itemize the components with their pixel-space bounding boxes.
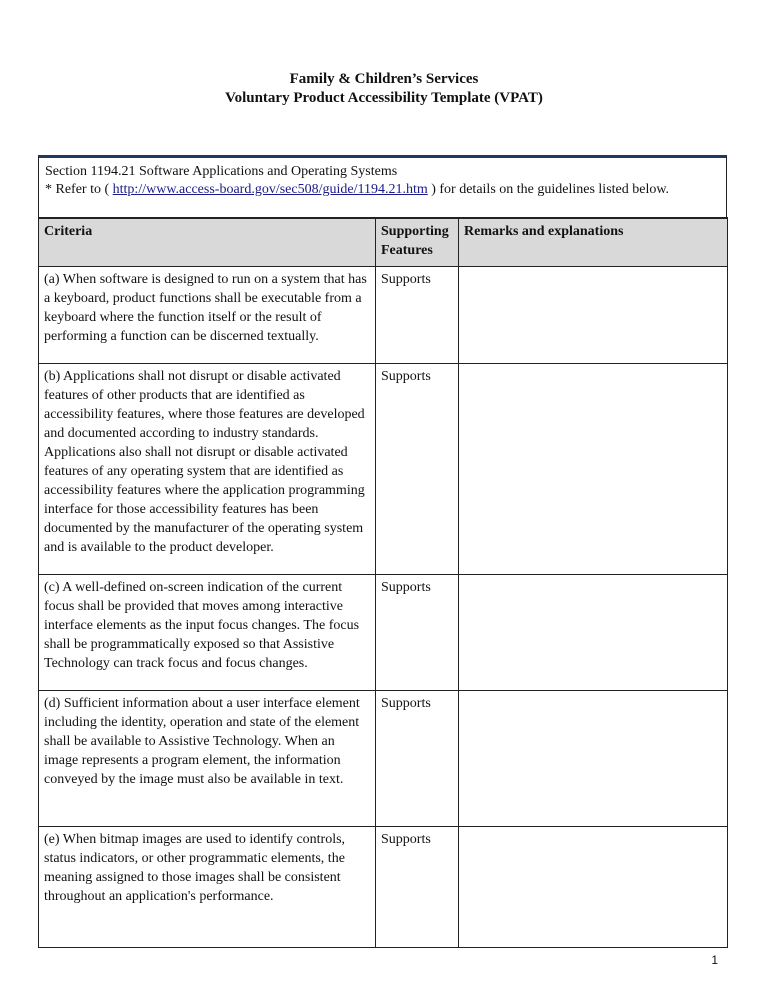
vpat-table — [38, 217, 728, 948]
document-title-line2: Voluntary Product Accessibility Template (VPAT) — [225, 90, 543, 106]
column-header-criteria: Criteria — [39, 218, 376, 267]
support-cell: Supports — [376, 691, 459, 827]
section-title: Section 1194.21 Software Applications and Operating Systems — [45, 164, 398, 179]
criteria-cell: (d) Sufficient information about a user interface element including the identity, operation and state of the element shall be available to Assistive Technology. When an image represents a program element, the information conveyed by the image must also be available in text. — [39, 691, 376, 827]
remarks-cell — [459, 364, 728, 575]
criteria-cell: (e) When bitmap images are used to identify controls, status indicators, or other programmatic elements, the meaning assigned to those images shall be consistent throughout an application's performance. — [39, 827, 376, 948]
support-cell: Supports — [376, 267, 459, 364]
section-reference — [45, 181, 720, 199]
support-cell: Supports — [376, 575, 459, 691]
page-number: 1 — [711, 953, 718, 967]
support-cell: Supports — [376, 364, 459, 575]
reference-prefix: * Refer to ( — [45, 182, 110, 197]
table-row — [39, 364, 728, 575]
table-row — [39, 691, 728, 827]
remarks-cell — [459, 827, 728, 948]
criteria-cell: (a) When software is designed to run on a system that has a keyboard, product functions shall be executable from a keyboard where the function itself or the result of performing a function can be discerned textually. — [39, 267, 376, 364]
remarks-cell — [459, 575, 728, 691]
reference-suffix: ) for details on the guidelines listed below. — [431, 182, 670, 197]
table-row — [39, 575, 728, 691]
remarks-cell — [459, 691, 728, 827]
column-header-remarks: Remarks and explanations — [459, 218, 728, 267]
table-row — [39, 267, 728, 364]
guideline-link[interactable]: http://www.access-board.gov/sec508/guide/1194.21.htm — [112, 182, 428, 197]
column-header-supporting-features: Supporting Features — [376, 218, 459, 267]
table-header-row — [39, 218, 728, 267]
document-title — [0, 70, 768, 108]
remarks-cell — [459, 267, 728, 364]
support-cell: Supports — [376, 827, 459, 948]
section-header-box — [38, 155, 727, 217]
criteria-cell: (b) Applications shall not disrupt or disable activated features of other products that are identified as accessibility features, where those features are developed and documented according to industry standards. Applications also shall not disrupt or disable activated features of any operating system that are identified as accessibility features where the application programming interface for those accessibility features has been documented by the manufacturer of the operating system and is available to the product developer. — [39, 364, 376, 575]
table-row — [39, 827, 728, 948]
criteria-cell: (c) A well-defined on-screen indication of the current focus shall be provided that moves among interactive interface elements as the input focus changes. The focus shall be programmatically exposed so that Assistive Technology can track focus and focus changes. — [39, 575, 376, 691]
document-title-line1: Family & Children’s Services — [289, 71, 479, 87]
